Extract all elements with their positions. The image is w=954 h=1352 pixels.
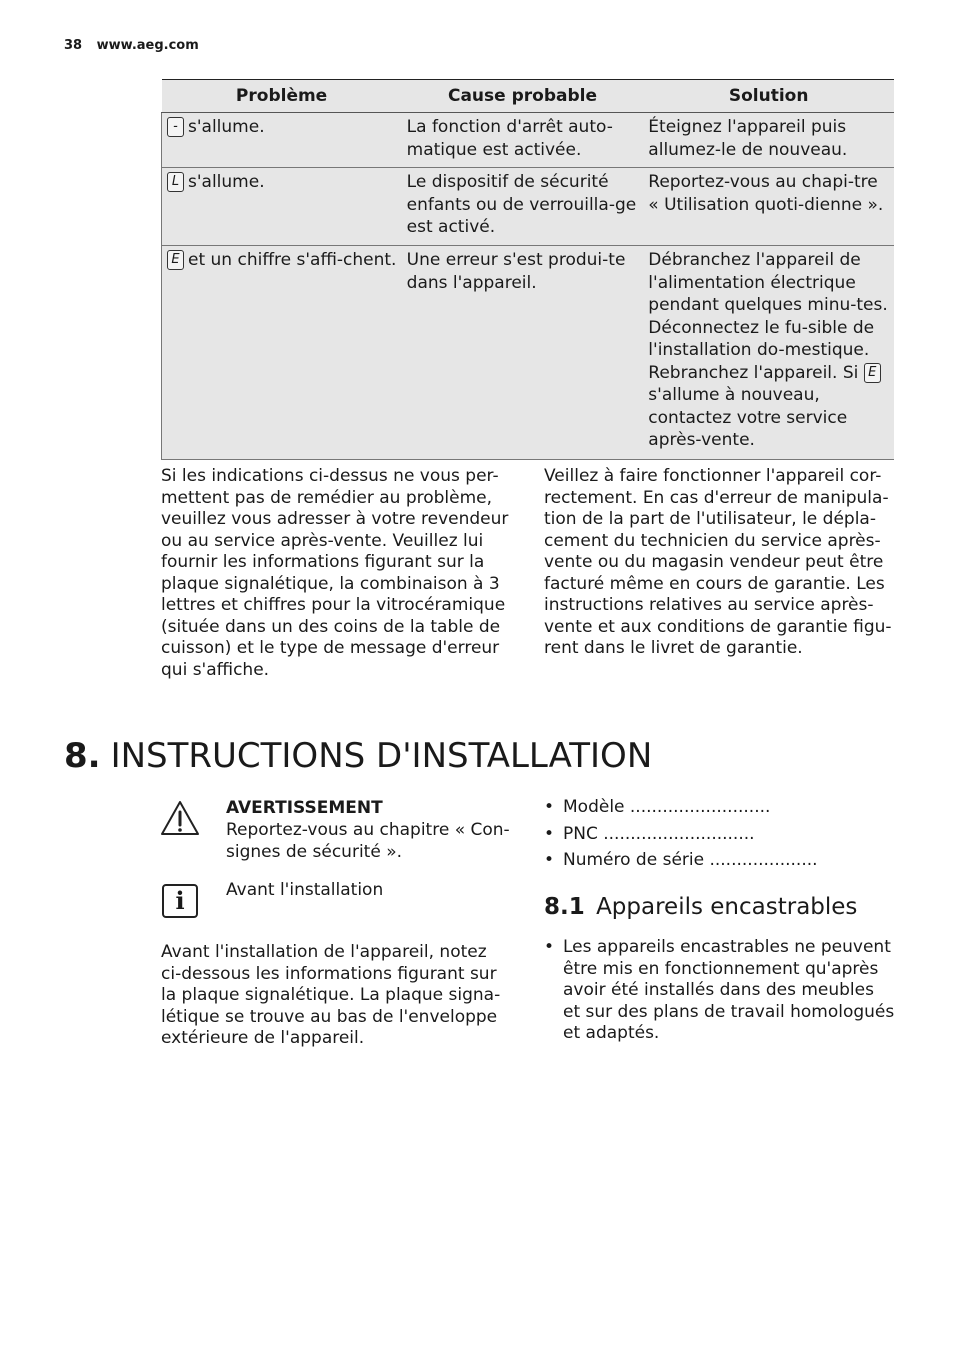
list-item: • PNC ............................ bbox=[544, 823, 894, 850]
lock-symbol-icon: L bbox=[167, 172, 184, 192]
warning-triangle-icon bbox=[160, 800, 200, 836]
solution-cell: Éteignez l'appareil puis allumez-le de nouveau. bbox=[643, 113, 894, 168]
solution-cell bbox=[643, 246, 894, 460]
page-header bbox=[64, 38, 199, 53]
rating-plate-fields bbox=[544, 796, 894, 876]
subsection-heading bbox=[544, 894, 857, 920]
page-number: 38 bbox=[64, 38, 83, 53]
solution-text: Débranchez l'appareil de l'alimentation électrique pendant quelques minu-tes. Déconnectez le fu-sible de l'installation do-mestique. Rebranchez l'appareil. Si bbox=[648, 250, 888, 383]
support-paragraph: Si les indications ci-dessus ne vous per-mettent pas de remédier au problème, veuillez vous adresser à votre revendeur ou au service après-vente. Veuillez lui fournir les informations figurant sur la plaque signalétique, la combinaison à 3 lettres et chiffres pour la vitrocéramique (située dans un des coins de la table de cuisson) et le type de message d'erreur qui s'affiche. bbox=[161, 466, 509, 680]
section-number: 8. bbox=[64, 736, 101, 776]
error-symbol-icon: E bbox=[864, 363, 881, 383]
problem-text: s'allume. bbox=[188, 117, 265, 137]
error-symbol-icon: E bbox=[167, 250, 184, 270]
install-paragraph: Avant l'installation de l'appareil, notez ci-dessous les informations figurant sur la plaque signalétique. La plaque signa-létique se trouve au bas de l'enveloppe extérieure de l'appareil. bbox=[161, 942, 501, 1048]
warning-title: AVERTISSEMENT bbox=[226, 798, 383, 818]
table-row bbox=[162, 113, 895, 168]
solution-text: s'allume à nouveau, contactez votre service après-vente. bbox=[648, 385, 848, 450]
cause-cell: La fonction d'arrêt auto-matique est activée. bbox=[402, 113, 644, 168]
problem-text: s'allume. bbox=[188, 172, 265, 192]
subsection-list bbox=[544, 937, 896, 1045]
troubleshooting-table bbox=[161, 79, 894, 460]
display-symbol-icon: - bbox=[167, 117, 184, 137]
section-title: INSTRUCTIONS D'INSTALLATION bbox=[110, 736, 653, 776]
info-text: Avant l'installation bbox=[226, 880, 384, 900]
column-header-cause: Cause probable bbox=[402, 80, 644, 113]
website-link[interactable]: www.aeg.com bbox=[96, 38, 199, 53]
column-header-problem: Problème bbox=[162, 80, 402, 113]
subsection-title: Appareils encastrables bbox=[596, 894, 858, 920]
problem-text: et un chiffre s'affi-chent. bbox=[188, 250, 397, 270]
list-item: • Numéro de série .................... bbox=[544, 849, 894, 876]
info-icon bbox=[162, 884, 198, 918]
problem-cell bbox=[162, 168, 402, 246]
list-item: • Modèle .......................... bbox=[544, 796, 894, 823]
solution-cell: Reportez-vous au chapi-tre « Utilisation quoti-dienne ». bbox=[643, 168, 894, 246]
info-glyph: i bbox=[175, 886, 185, 915]
section-heading bbox=[64, 736, 652, 776]
table-header-row bbox=[162, 80, 895, 113]
column-header-solution: Solution bbox=[643, 80, 894, 113]
table-row bbox=[162, 246, 895, 460]
warranty-paragraph: Veillez à faire fonctionner l'appareil cor-rectement. En cas d'erreur de manipula-tion de la part de l'utilisateur, le dépla-cement du technicien du service après-vente ou du magasin vendeur peut être facturé même en cours de garantie. Les instructions relatives au service après-vente et aux conditions de garantie figu-rent dans le livret de garantie. bbox=[544, 466, 892, 658]
warning-block bbox=[226, 797, 516, 863]
subsection-number: 8.1 bbox=[544, 894, 585, 920]
cause-cell: Une erreur s'est produi-te dans l'appareil. bbox=[402, 246, 644, 460]
problem-cell bbox=[162, 246, 402, 460]
problem-cell bbox=[162, 113, 402, 168]
list-item: • Les appareils encastrables ne peuvent être mis en fonctionnement qu'après avoir été installés dans des meubles et sur des plans de travail homologués et adaptés. bbox=[544, 937, 896, 1045]
table-row bbox=[162, 168, 895, 246]
cause-cell: Le dispositif de sécurité enfants ou de verrouilla-ge est activé. bbox=[402, 168, 644, 246]
warning-text: Reportez-vous au chapitre « Con-signes de sécurité ». bbox=[226, 820, 510, 862]
